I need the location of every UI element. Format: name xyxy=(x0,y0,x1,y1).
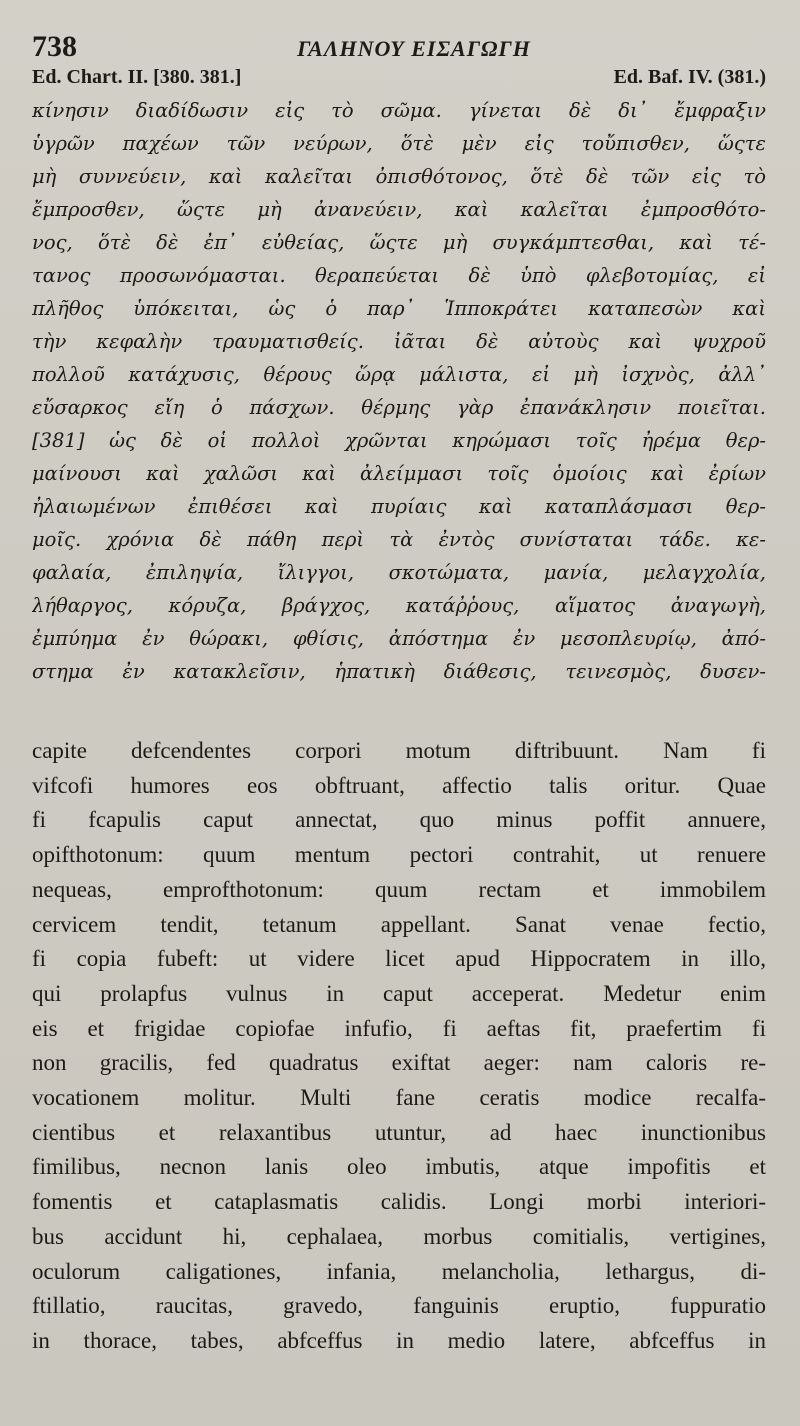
running-head xyxy=(32,30,766,64)
greek-text-line: νος, ὅτὲ δὲ ἐπ᾽ εὐθείας, ὥςτε μὴ συγκάμπτεσθαι, καὶ τέ- xyxy=(32,231,766,254)
running-title: ΓΑΛΗΝΟΥ ΕΙΣΑΓΩΓΗ xyxy=(297,36,531,61)
greek-text-line: λήθαργος, κόρυζα, βράγχος, κατάῤῥους, αἵματος ἀναγωγὴ, xyxy=(32,594,766,617)
latin-text-line: capite defcendentes corpori motum diftribuunt. Nam fi xyxy=(32,738,766,763)
latin-text-line: qui prolapfus vulnus in caput acceperat. Medetur enim xyxy=(32,980,766,1006)
greek-text-line: ὑγρῶν παχέων τῶν νεύρων, ὅτὲ μὲν εἰς τοὔπισθεν, ὥςτε xyxy=(32,132,766,155)
greek-text-line: τανος προσωνόμασται. θεραπεύεται δὲ ὑπὸ φλεβοτομίας, εἰ xyxy=(32,264,766,287)
greek-text-line: τὴν κεφαλὴν τραυματισθείς. ἰᾶται δὲ αὐτοὺς καὶ ψυχροῦ xyxy=(32,330,766,353)
latin-text-line: nequeas, emprofthotonum: quum rectam et immobilem xyxy=(32,876,766,902)
latin-text-line: cervicem tendit, tetanum appellant. Sanat venae fectio, xyxy=(32,911,766,937)
greek-text-line: πολλοῦ κατάχυσις, θέρους ὥρᾳ μάλιστα, εἰ μὴ ἰσχνὸς, ἀλλ᾽ xyxy=(32,363,766,386)
greek-text-line: φαλαία, ἐπιληψία, ἴλιγγοι, σκοτώματα, μανία, μελαγχολία, xyxy=(32,561,766,584)
edition-right: Ed. Baf. IV. (381.) xyxy=(613,66,766,88)
latin-text-line: opifthotonum: quum mentum pectori contrahit, ut renuere xyxy=(32,842,766,868)
latin-text-line: in thorace, tabes, abfceffus in medio latere, abfceffus in xyxy=(32,1327,766,1353)
latin-text-line: bus accidunt hi, cephalaea, morbus comitialis, vertigines, xyxy=(32,1223,766,1249)
latin-text-line: cientibus et relaxantibus utuntur, ad haec inunctionibus xyxy=(32,1119,766,1145)
latin-text-line: eis et frigidae copiofae infufio, fi aeftas fit, praefertim fi xyxy=(32,1015,766,1041)
section-gap xyxy=(32,688,766,734)
greek-text-line: ἠλαιωμένων ἐπιθέσει καὶ πυρίαις καὶ καταπλάσμασι θερ- xyxy=(32,495,766,518)
latin-text-line: non gracilis, fed quadratus exiftat aeger: nam caloris re- xyxy=(32,1050,766,1076)
greek-text-line: [381] ὡς δὲ οἱ πολλοὶ χρῶνται κηρώμασι τοῖς ἠρέμα θερ- xyxy=(32,429,766,452)
greek-text-line: μοῖς. χρόνια δὲ πάθη περὶ τὰ ἐντὸς συνίσταται τάδε. κε- xyxy=(32,528,766,551)
edition-left: Ed. Chart. II. [380. 381.] xyxy=(32,66,242,88)
greek-text-line: ἐμπύημα ἐν θώρακι, φθίσις, ἀπόστημα ἐν μεσοπλευρίῳ, ἀπό- xyxy=(32,627,766,650)
greek-text-line: πλῆθος ὑπόκειται, ὡς ὁ παρ᾽ Ἱπποκράτει καταπεσὼν καὶ xyxy=(32,297,766,320)
latin-text-line: fi fcapulis caput annectat, quo minus poffit annuere, xyxy=(32,807,766,833)
greek-text-line: ἔμπροσθεν, ὥςτε μὴ ἀνανεύειν, καὶ καλεῖται ἐμπροσθότο- xyxy=(32,198,766,221)
greek-text-line: μαίνουσι καὶ χαλῶσι καὶ ἀλείμμασι τοῖς ὁμοίοις καὶ ἐρίων xyxy=(32,462,766,485)
greek-text-block xyxy=(32,94,766,688)
latin-text-line: fimilibus, necnon lanis oleo imbutis, atque impofitis et xyxy=(32,1154,766,1180)
latin-text-line: fomentis et cataplasmatis calidis. Longi morbi interiori- xyxy=(32,1189,766,1215)
latin-text-line: vocationem molitur. Multi fane ceratis modice recalfa- xyxy=(32,1085,766,1111)
greek-text-line: στημα ἐν κατακλεῖσιν, ἡπατικὴ διάθεσις, τεινεσμὸς, δυσεν- xyxy=(32,660,766,683)
greek-text-line: εὔσαρκος εἴη ὁ πάσχων. θέρμης γὰρ ἐπανάκλησιν ποιεῖται. xyxy=(32,396,766,419)
latin-text-line: ftillatio, raucitas, gravedo, fanguinis eruptio, fuppuratio xyxy=(32,1293,766,1319)
greek-text-line: κίνησιν διαδίδωσιν εἰς τὸ σῶμα. γίνεται δὲ δι᾽ ἔμφραξιν xyxy=(32,99,766,122)
latin-text-line: fi copia fubeft: ut videre licet apud Hippocratem in illo, xyxy=(32,946,766,972)
edition-line xyxy=(32,66,766,94)
greek-text-line: μὴ συννεύειν, καὶ καλεῖται ὀπισθότονος, ὅτὲ δὲ τῶν εἰς τὸ xyxy=(32,165,766,188)
page-number: 738 xyxy=(32,30,77,63)
latin-text-block xyxy=(32,734,766,1359)
latin-text-line: oculorum caligationes, infania, melancholia, lethargus, di- xyxy=(32,1258,766,1284)
latin-text-line: vifcofi humores eos obftruant, affectio talis oritur. Quae xyxy=(32,772,766,798)
